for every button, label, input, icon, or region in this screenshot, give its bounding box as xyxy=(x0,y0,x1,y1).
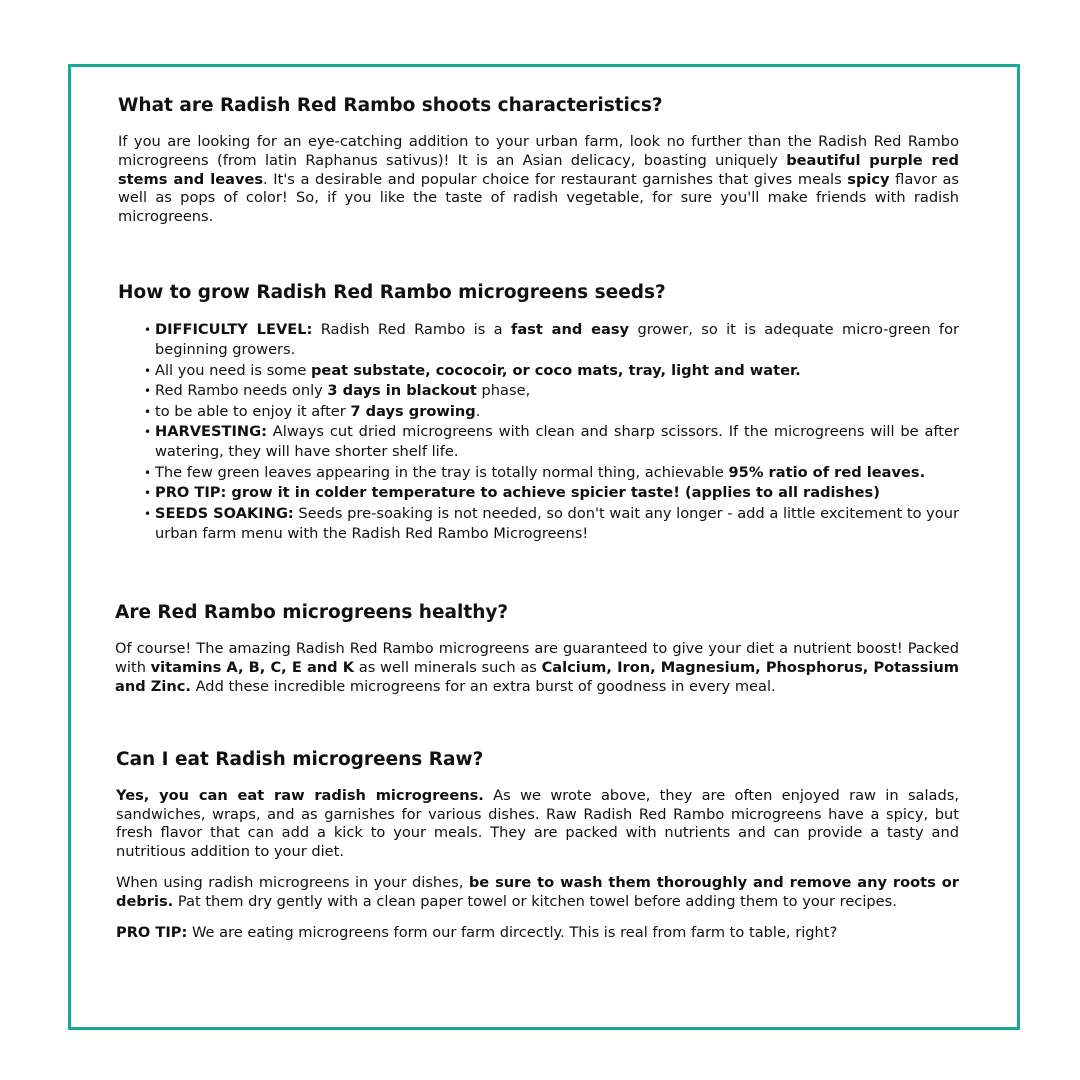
text-run: to be able to enjoy it after xyxy=(155,402,351,420)
pro-tip-paragraph xyxy=(116,924,959,943)
bold-run: DIFFICULTY LEVEL: xyxy=(155,320,313,338)
list-item xyxy=(155,422,959,463)
bold-run: beautiful purple red stems and leaves xyxy=(118,151,959,188)
text-run: . It's a desirable and popular choice for restaurant garnishes that gives meals xyxy=(263,170,848,188)
text-run: Always cut dried microgreens with clean and sharp scissors. If the microgreens will be after watering, they will have shorter shelf life. xyxy=(155,423,959,461)
text-run: The few green leaves appearing in the tray is totally normal thing, achievable xyxy=(155,463,729,481)
list-item xyxy=(155,320,959,361)
text-run: Red Rambo needs only xyxy=(155,382,328,400)
section-paragraph xyxy=(115,640,959,696)
text-run: When using radish microgreens in your dishes, xyxy=(116,874,469,892)
list-item xyxy=(155,402,959,422)
list-item xyxy=(155,483,959,503)
bold-run: SEEDS SOAKING: xyxy=(155,504,294,522)
bold-run: HARVESTING: xyxy=(155,423,267,441)
text-run: phase, xyxy=(476,382,531,400)
bold-run: fast and easy xyxy=(510,320,630,338)
section-heading: Are Red Rambo microgreens healthy? xyxy=(115,602,509,624)
text-run: Pat them dry gently with a clean paper towel or kitchen towel before adding them to your recipes. xyxy=(173,892,897,910)
bold-run: Calcium, Iron, Magnesium, Phosphorus, Potassium and Zinc. xyxy=(115,659,959,696)
list-item xyxy=(155,361,959,381)
section-characteristics xyxy=(115,95,959,227)
text-run: Radish Red Rambo is a xyxy=(312,320,511,338)
article-content xyxy=(115,95,959,942)
text-run: All you need is some xyxy=(155,361,311,379)
bold-run: be sure to wash them thoroughly and remove any roots or debris. xyxy=(116,874,959,910)
section-heading: How to grow Radish Red Rambo microgreens seeds? xyxy=(118,281,666,303)
section-paragraph xyxy=(116,874,959,912)
text-run: As we wrote above, they are often enjoyed raw in salads, sandwiches, wraps, and as garnishes for various dishes. Raw Radish Red Rambo microgreens have a spicy, but fresh flavor that can add a kick to your meals. They are packed with nutrients and can provide a tasty and nutritious addition to your diet. xyxy=(116,786,960,861)
section-how-to-grow xyxy=(115,282,959,544)
bold-run: PRO TIP: grow it in colder temperature to achieve spicier taste! (applies to all radishes) xyxy=(155,484,880,502)
text-run: Seeds pre-soaking is not needed, so don't wait any longer - add a little excitement to your urban farm menu with the Radish Red Rambo Microgreens! xyxy=(155,504,960,543)
section-heading: What are Radish Red Rambo shoots characteristics? xyxy=(118,95,663,116)
list-item xyxy=(155,381,959,401)
bold-run: 3 days in blackout xyxy=(327,382,477,400)
grow-list xyxy=(115,320,959,544)
bold-run: vitamins A, B, C, E and K xyxy=(150,659,355,677)
bold-run: 95% ratio of red leaves. xyxy=(728,463,926,481)
section-heading: Can I eat Radish microgreens Raw? xyxy=(116,748,484,770)
bold-run: PRO TIP: xyxy=(116,923,188,941)
text-run: Add these incredible microgreens for an extra burst of goodness in every meal. xyxy=(190,678,776,696)
bold-run: peat substate, cococoir, or coco mats, tray, light and water. xyxy=(310,361,801,379)
text-run: We are eating microgreens form our farm dircectly. This is real from farm to table, right? xyxy=(187,923,838,941)
text-run: . xyxy=(475,402,481,420)
list-item xyxy=(155,463,959,483)
bold-run: 7 days growing xyxy=(350,402,476,420)
section-healthy xyxy=(115,602,959,696)
text-run: grower, so it is adequate micro-green for beginning growers. xyxy=(155,320,959,359)
text-run: Of course! The amazing Radish Red Rambo microgreens are guaranteed to give your diet a nutrient boost! Packed with xyxy=(115,640,959,677)
bold-run: spicy xyxy=(847,170,890,188)
text-run: as well minerals such as xyxy=(354,659,542,677)
text-run: flavor as well as pops of color! So, if you like the taste of radish vegetable, for sure you'll make friends with radish microgreens. xyxy=(118,170,959,226)
section-paragraph xyxy=(118,133,959,227)
bold-run: Yes, you can eat raw radish microgreens. xyxy=(116,786,484,804)
section-paragraph xyxy=(116,787,959,862)
text-run: If you are looking for an eye-catching addition to your urban farm, look no further than the Radish Red Rambo microgreens (from latin Raphanus sativus)! It is an Asian delicacy, boasting uniquely xyxy=(118,133,959,169)
section-eat-raw xyxy=(115,749,959,943)
list-item xyxy=(155,504,959,545)
